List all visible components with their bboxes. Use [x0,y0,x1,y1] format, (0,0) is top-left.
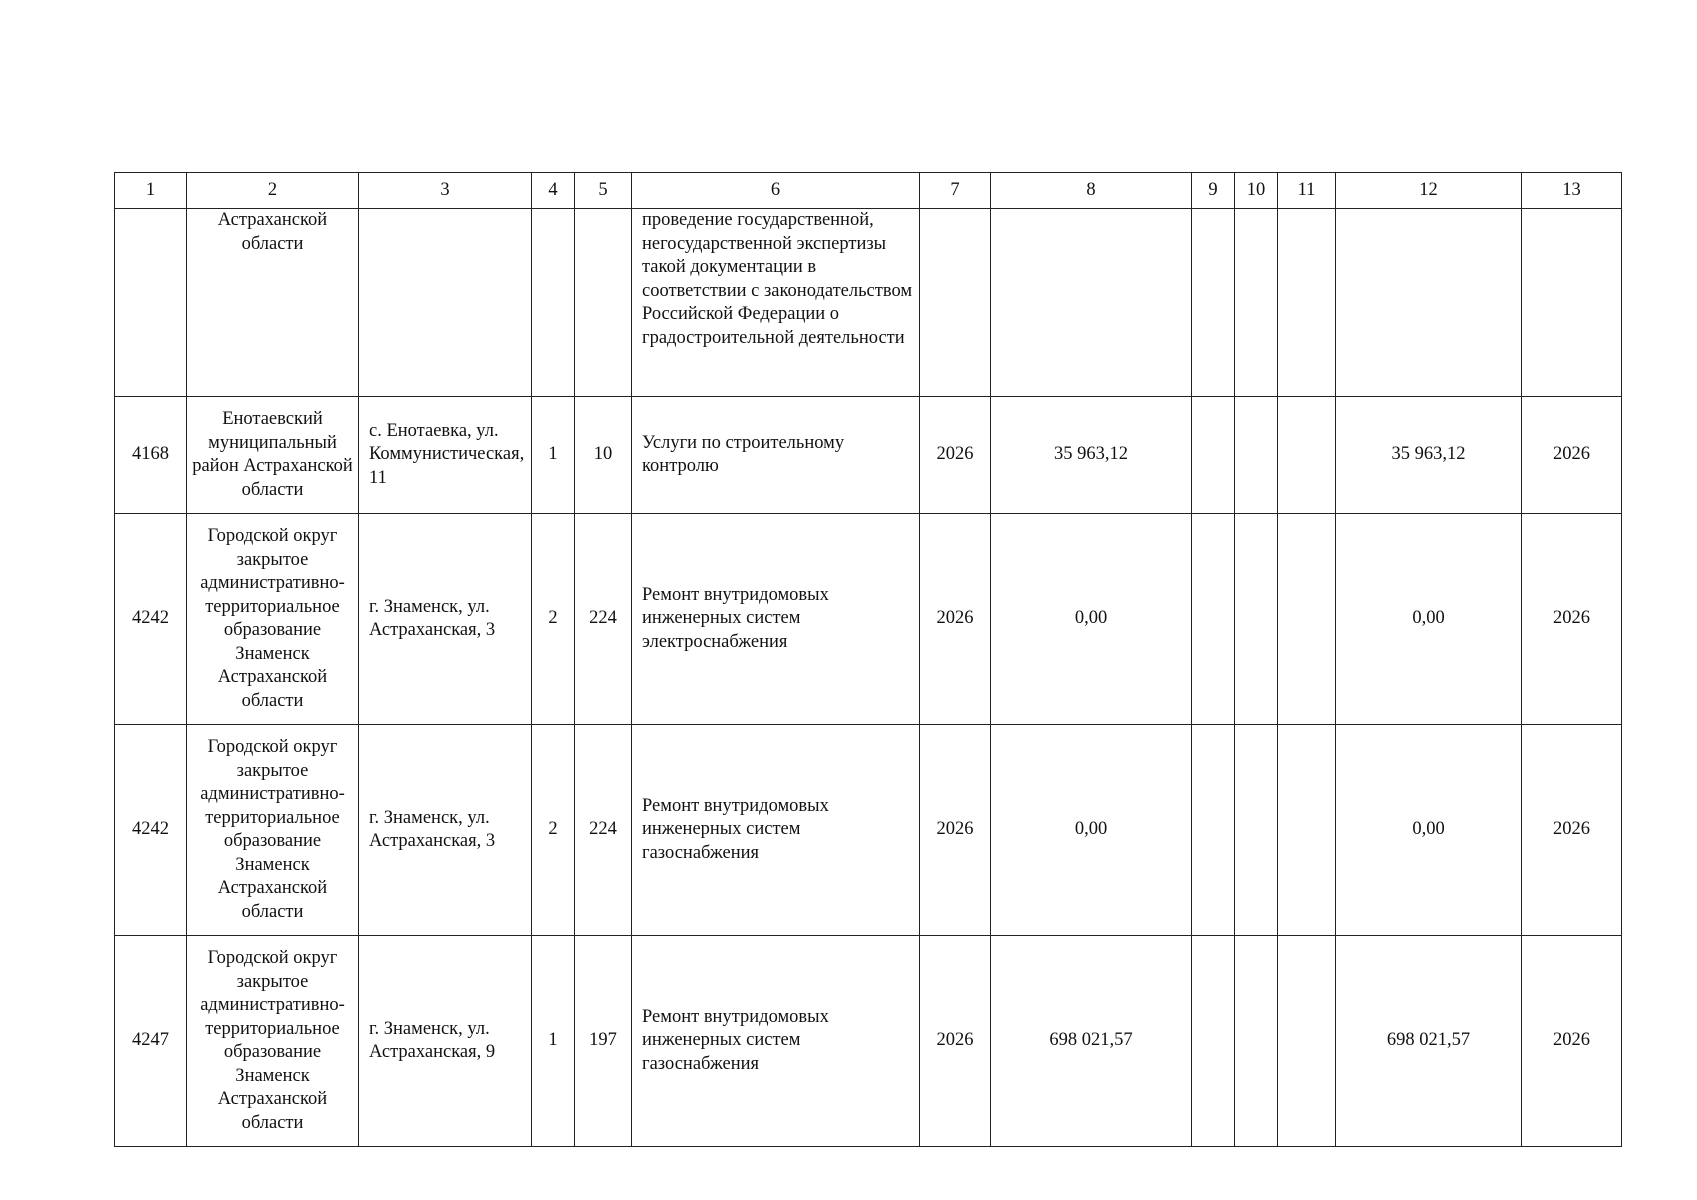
column-number: 10 [1235,173,1278,209]
cell-year-planned: 2026 [1522,514,1622,725]
cell-col9 [1192,209,1235,397]
column-number: 3 [359,173,532,209]
cell-col11 [1278,209,1336,397]
cell-municipality: Городской округ закрытое административно-территориальное образование Знаменск Астраханской области [187,725,359,936]
column-number: 5 [575,173,632,209]
cell-cost: 698 021,57 [991,936,1192,1147]
cell-cost-total: 0,00 [1336,514,1522,725]
cell-year: 2026 [920,725,991,936]
cell-year-planned: 2026 [1522,397,1622,514]
cell-cost-total: 0,00 [1336,725,1522,936]
column-number: 9 [1192,173,1235,209]
cell-col5: 10 [575,397,632,514]
table-row [115,397,1622,514]
cell-col5 [575,209,632,397]
cell-work-type: Ремонт внутридомовых инженерных систем газоснабжения [632,725,920,936]
column-number: 8 [991,173,1192,209]
cell-object-id [115,209,187,397]
cell-col10 [1235,725,1278,936]
cell-year: 2026 [920,514,991,725]
cell-year: 2026 [920,397,991,514]
cell-year-planned: 2026 [1522,725,1622,936]
cell-municipality: Енотаевский муниципальный район Астраханской области [187,397,359,514]
cell-col4: 1 [532,936,575,1147]
cell-object-id: 4242 [115,514,187,725]
cell-work-type: Ремонт внутридомовых инженерных систем газоснабжения [632,936,920,1147]
cell-address: г. Знаменск, ул. Астраханская, 3 [359,514,532,725]
column-number: 12 [1336,173,1522,209]
cell-col4: 1 [532,397,575,514]
document-page [114,172,1622,1147]
cell-cost: 0,00 [991,514,1192,725]
cell-col10 [1235,514,1278,725]
cell-year [920,209,991,397]
cell-col9 [1192,397,1235,514]
column-number: 2 [187,173,359,209]
cell-address [359,209,532,397]
cell-cost-total [1336,209,1522,397]
cell-col4: 2 [532,514,575,725]
cell-col11 [1278,725,1336,936]
cell-col9 [1192,936,1235,1147]
cell-object-id: 4247 [115,936,187,1147]
column-number-row [115,173,1622,209]
cell-col10 [1235,209,1278,397]
cell-col4: 2 [532,725,575,936]
cell-municipality: Астраханской области [187,209,359,397]
cell-cost-total: 698 021,57 [1336,936,1522,1147]
cell-object-id: 4168 [115,397,187,514]
cell-work-type: Ремонт внутридомовых инженерных систем электроснабжения [632,514,920,725]
column-number: 6 [632,173,920,209]
cell-address: г. Знаменск, ул. Астраханская, 3 [359,725,532,936]
cell-year-planned [1522,209,1622,397]
column-number: 4 [532,173,575,209]
cell-cost: 35 963,12 [991,397,1192,514]
cell-col5: 224 [575,514,632,725]
cell-work-type: Услуги по строительному контролю [632,397,920,514]
register-table [114,172,1622,1147]
cell-col10 [1235,397,1278,514]
column-number: 7 [920,173,991,209]
cell-address: г. Знаменск, ул. Астраханская, 9 [359,936,532,1147]
column-number: 13 [1522,173,1622,209]
cell-col4 [532,209,575,397]
table-row [115,936,1622,1147]
cell-year: 2026 [920,936,991,1147]
cell-col9 [1192,725,1235,936]
cell-work-type: проведение государственной, негосударственной экспертизы такой документации в соответствии с законодательством Российской Федерации о градостроительной деятельности [632,209,920,397]
column-number: 11 [1278,173,1336,209]
table-row [115,725,1622,936]
table-row [115,514,1622,725]
cell-cost-total: 35 963,12 [1336,397,1522,514]
cell-municipality: Городской округ закрытое административно-территориальное образование Знаменск Астраханской области [187,514,359,725]
cell-col9 [1192,514,1235,725]
cell-col11 [1278,514,1336,725]
cell-col10 [1235,936,1278,1147]
cell-cost: 0,00 [991,725,1192,936]
cell-col5: 224 [575,725,632,936]
cell-address: с. Енотаевка, ул. Коммунистическая, 11 [359,397,532,514]
cell-col11 [1278,936,1336,1147]
cell-municipality: Городской округ закрытое административно-территориальное образование Знаменск Астраханской области [187,936,359,1147]
cell-col11 [1278,397,1336,514]
table-row [115,209,1622,397]
cell-col5: 197 [575,936,632,1147]
cell-object-id: 4242 [115,725,187,936]
cell-cost [991,209,1192,397]
column-number: 1 [115,173,187,209]
cell-year-planned: 2026 [1522,936,1622,1147]
